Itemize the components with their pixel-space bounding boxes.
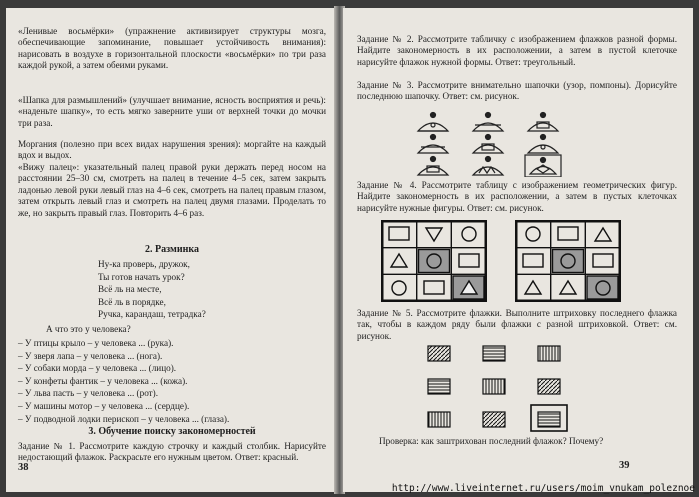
hat-icon xyxy=(525,155,561,177)
task-4: Задание № 4. Рассмотрите таблицу с изображением геометрических фигур. Найдите закономерность в их расположении, а затем в пустых клеточках нарисуйте нужные фигуры. Ответ: см. рисунок. xyxy=(357,180,677,213)
shapes-table-left xyxy=(381,220,487,302)
poem-line: Всё ль на месте, xyxy=(98,284,162,295)
page-number-right: 39 xyxy=(619,460,630,471)
heading-patterns: 3. Обучение поиску закономерностей xyxy=(88,426,256,437)
hat-icon xyxy=(473,113,503,132)
poem-line: Ручка, карандаш, тетрадка? xyxy=(98,309,206,320)
hat-icon xyxy=(528,135,558,154)
list-item: – У собаки морда – у человека ... (лицо). xyxy=(18,363,177,374)
paragraph-lazy-eights: «Ленивые восьмёрки» (упражнение активизирует структуры мозга, обеспечивающие запоминание, повышает устойчивость внимания): нарисовать в воздухе в горизонтальной плоскости «восьмёрки» по три раза каждой рукой, а затем обеими руками. xyxy=(18,26,326,71)
list-item: – У подводной лодки перископ – у человека ... (глаза). xyxy=(18,413,230,424)
hatched-flags-illustration xyxy=(413,341,583,433)
hats-illustration xyxy=(413,111,583,177)
task-3: Задание № 3. Рассмотрите внимательно шапочки (узор, помпоны). Дорисуйте последнюю шапочку. Ответ: см. рисунок. xyxy=(357,80,677,102)
paragraph-blinking: Моргания (полезно при всех видах нарушения зрения): моргайте на каждый вдох и выдох. xyxy=(18,139,326,161)
task-1: Задание № 1. Рассмотрите каждую строчку и каждый столбик. Нарисуйте недостающий флажок. Раскрасьте его нужным цветом. Ответ: красный. xyxy=(18,441,326,463)
page-left xyxy=(6,8,336,492)
poem-line: Ты готов начать урок? xyxy=(98,271,185,282)
hat-icon xyxy=(473,135,503,154)
paragraph-thinking-cap: «Шапка для размышлений» (улучшает внимание, ясность восприятия и речь): «наденьте шапку», то есть мягко заверните уши от верхней точки до мочки три раза. xyxy=(18,95,326,128)
hat-icon xyxy=(418,157,448,176)
hat-icon xyxy=(473,157,503,176)
body-parts-list xyxy=(18,337,333,425)
flag-icon xyxy=(483,346,505,361)
watermark-url: http://www.liveinternet.ru/users/moim_vnukam_poleznoe xyxy=(391,483,695,494)
flag-icon xyxy=(538,379,560,394)
poem-line: Всё ль в порядке, xyxy=(98,296,166,307)
list-item: – У птицы крыло – у человека ... (рука). xyxy=(18,338,174,348)
flag-icon xyxy=(428,379,450,394)
paragraph-see-finger: «Вижу палец»: указательный палец правой руки держать перед носом на расстоянии 25–30 см, смотреть на палец в течение 4–5 сек, затем закрыть ладонью левой руки левый глаз на 4–6 сек, смотреть на палец правым глазом, затем открыть левый глаз и смотреть на палец двумя глазами. Проделать то же, но закрыть правый глаз. Повторить 4–6 раз. xyxy=(18,162,326,218)
hat-icon xyxy=(528,113,558,132)
hat-icon xyxy=(418,113,448,132)
page-right xyxy=(343,8,693,492)
hat-icon xyxy=(418,135,448,154)
flag-icon xyxy=(538,412,560,427)
question-line: А что это у человека? xyxy=(46,324,131,334)
flag-icon xyxy=(428,346,450,361)
flag-icon xyxy=(483,412,505,427)
heading-warmup: 2. Разминка xyxy=(145,244,199,255)
list-item: – У зверя лапа – у человека ... (нога). xyxy=(18,350,163,361)
list-item: – У льва пасть – у человека ... (рот). xyxy=(18,388,159,399)
task-5: Задание № 5. Рассмотрите флажки. Выполните штриховку последнего флажка так, чтобы в каждом ряду были флажки с разной штриховкой. Ответ: см. рисунок. xyxy=(357,308,677,341)
task-2: Задание № 2. Рассмотрите табличку с изображением флажков разной формы. Найдите закономерность в их расположении, а затем в пустой клеточке нарисуйте флажок нужной формы. Ответ: треугольный. xyxy=(357,34,677,67)
warmup-poem xyxy=(98,258,318,321)
flag-icon xyxy=(483,379,505,394)
page-number-left: 38 xyxy=(18,462,29,473)
shapes-table-right xyxy=(515,220,621,302)
list-item: – У машины мотор – у человека ... (сердце). xyxy=(18,400,190,411)
list-item: – У конфеты фантик – у человека ... (кожа). xyxy=(18,375,188,386)
check-question: Проверка: как заштрихован последний флажок? Почему? xyxy=(379,436,604,446)
poem-line: Ну-ка проверь, дружок, xyxy=(98,259,190,269)
flag-icon xyxy=(538,346,560,361)
flag-icon xyxy=(428,412,450,427)
